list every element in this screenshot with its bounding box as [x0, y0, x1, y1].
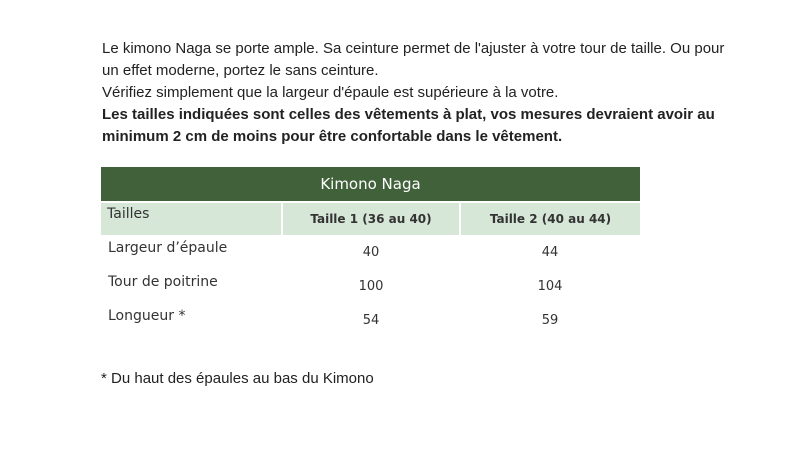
header-size-1: Taille 1 (36 au 40)	[282, 202, 460, 235]
table-row	[101, 235, 640, 269]
length-footnote: * Du haut des épaules au bas du Kimono	[101, 370, 374, 387]
header-label-sizes: Tailles	[101, 202, 282, 235]
measurement-warning: Les tailles indiquées sont celles des vêtements à plat, vos mesures devraient avoir au minimum 2 cm de moins pour être confortable dans le vêtement.	[102, 106, 715, 145]
cell-shoulder-size-2: 44	[541, 244, 559, 260]
cell-length-size-2: 59	[541, 312, 559, 328]
table-row	[101, 303, 640, 337]
fit-description: Le kimono Naga se porte ample. Sa ceinture permet de l'ajuster à votre tour de taille. Ou pour un effet moderne, portez le sans ceinture.	[102, 40, 725, 79]
cell-chest-size-1: 100	[358, 278, 384, 294]
cell-length-size-1: 54	[362, 312, 380, 328]
cell-shoulder-size-1: 40	[362, 244, 380, 260]
header-size-2: Taille 2 (40 au 44)	[460, 202, 640, 235]
table-header-row	[101, 202, 640, 235]
table-row	[101, 269, 640, 303]
table-title-row	[101, 167, 640, 202]
table-title: Kimono Naga	[101, 167, 640, 202]
cell-chest-size-2: 104	[537, 278, 563, 294]
size-chart-table	[101, 167, 640, 337]
shoulder-note: Vérifiez simplement que la largeur d'épaule est supérieure à la votre.	[102, 84, 559, 101]
row-label-chest: Tour de poitrine	[108, 274, 218, 290]
row-label-length: Longueur *	[108, 308, 186, 324]
product-description	[102, 38, 742, 148]
row-label-shoulder-width: Largeur d’épaule	[108, 240, 228, 256]
